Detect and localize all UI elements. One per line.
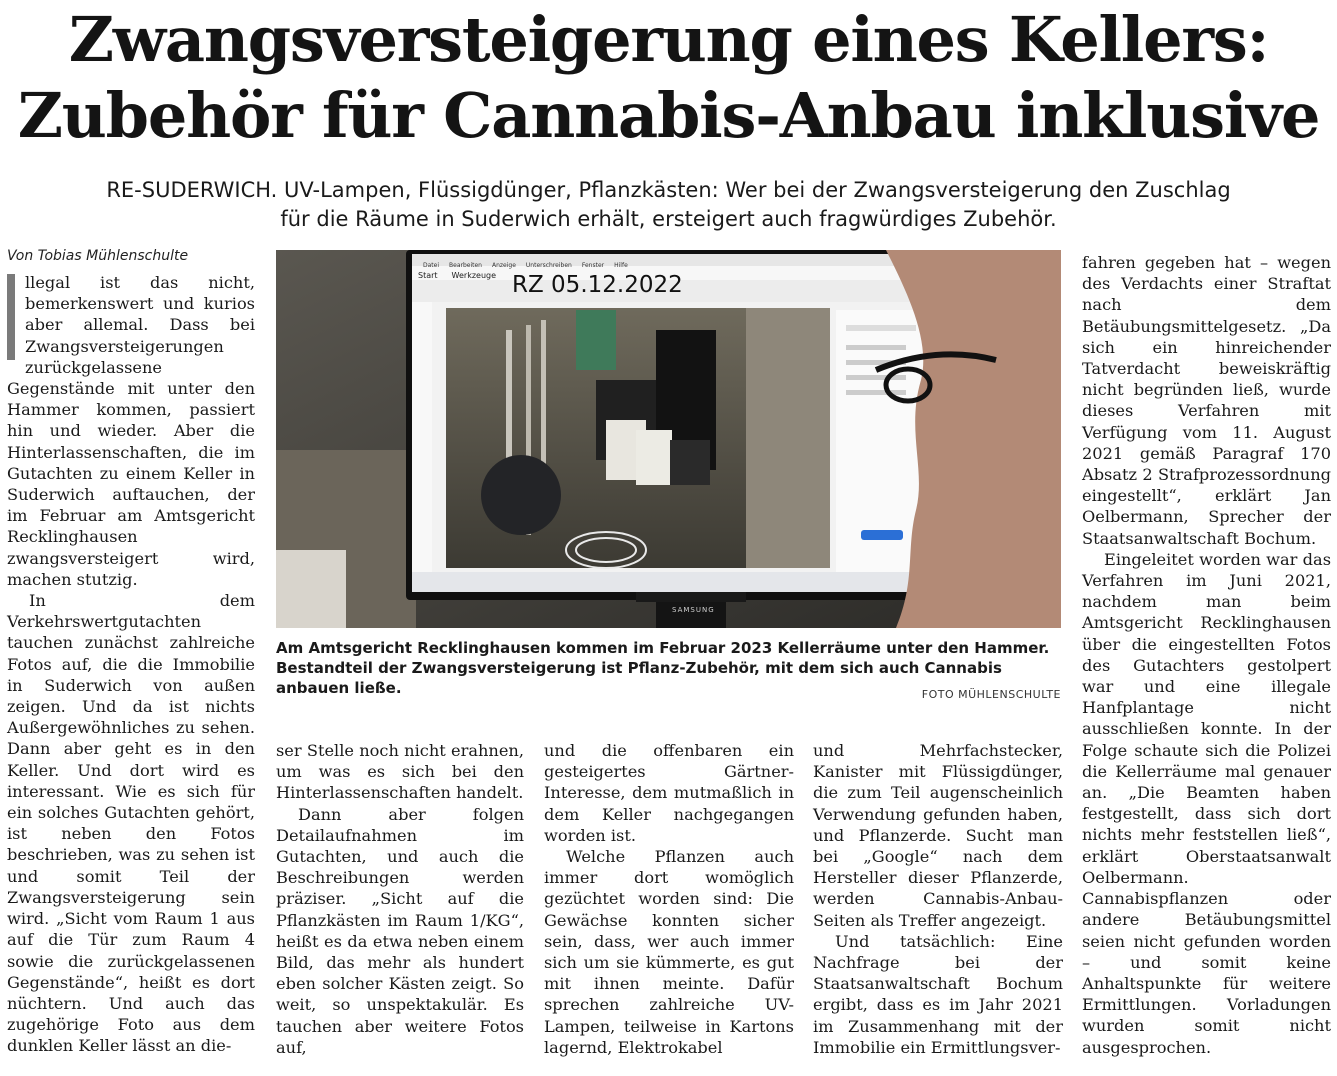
photo-caption: Am Amtsgericht Recklinghausen kommen im Februar 2023 Kellerräume unter den Hammer. Bestandteil der Zwangsversteigerung ist Pflanz-Zubehör, mit dem sich auch Cannabis anbauen ließe.	[276, 639, 1050, 697]
headline-line-1: Zwangsversteigerung eines Kellers:	[68, 3, 1269, 76]
photo-illustration	[276, 250, 1061, 628]
monitor-brand: SAMSUNG	[672, 606, 715, 614]
article-paragraph: Und tatsächlich: Eine Nachfrage bei der Staatsanwaltschaft Bochum ergibt, dass es im Jahr 2021 im Zusammenhang mit der Immobilie ein Ermittlungsver-	[813, 931, 1063, 1057]
article-paragraph: Welche Pflanzen auch immer dort womöglich gezüchtet worden sind: Die Gewächse konnten sicher sein, dass, wer auch immer sich um sie kümmerte, es gut mit ihnen meinte. Dafür sprechen zahlreiche UV-Lampen, teilweise in Kartons lagernd, Elektrokabel	[544, 847, 794, 1057]
article-column-1	[7, 272, 255, 1057]
article-photo	[276, 250, 1061, 628]
article-paragraph: llegal ist das nicht, bemerkenswert und kurios aber allemal. Dass bei Zwangsversteigerungen zurückgelassene Gegenstände mit unter den Hammer kommen, passiert hin und wieder. Aber die Hinterlassenschaften, die im Gutachten zu einem Keller in Suderwich auftauchen, der im Februar am Amtsgericht Recklinghausen zwangsversteigert wird, machen stutzig.	[7, 273, 255, 589]
article-paragraph: In dem Verkehrswertgutachten tauchen zunächst zahlreiche Fotos auf, die die Immobilie in Suderwich von außen zeigen. Und da ist nichts Außergewöhnliches zu sehen. Dann aber geht es in den Keller. Und dort wird es interessant. Wie es sich für ein solches Gutachten gehört, ist neben den Fotos beschrieben, was zu sehen ist und somit Teil der Zwangsversteigerung sein wird. „Sicht vom Raum 1 aus auf die Tür zum Raum 4 sowie die zurückgelassenen Gegenstände“, heißt es dort nüchtern. Und auch das zugehörige Foto aus dem dunklen Keller lässt an die-	[7, 591, 255, 1056]
drop-cap-bar	[7, 274, 15, 360]
article-paragraph: Dann aber folgen Detailaufnahmen im Gutachten, und auch die Beschreibungen werden präziser. „Sicht auf die Pflanzkästen im Raum 1/KG“, heißt es da etwa neben einem Bild, das mehr als hundert eben solcher Kästen zeigt. So weit, so unspektakulär. Es tauchen aber weitere Fotos auf,	[276, 804, 524, 1057]
article-paragraph: und Mehrfachstecker, Kanister mit Flüssigdünger, die zum Teil augenscheinlich Verwendung gefunden haben, und Pflanzerde. Sucht man bei „Google“ nach dem Hersteller dieser Pflanzerde, werden Cannabis-Anbau-Seiten als Treffer angezeigt.	[813, 741, 1063, 930]
subheadline-line-1: RE-SUDERWICH. UV-Lampen, Flüssigdünger, Pflanzkästen: Wer bei der Zwangsversteigerung den Zuschlag	[106, 178, 1231, 202]
headline	[0, 2, 1337, 154]
article-paragraph: Eingeleitet worden war das Verfahren im Juni 2021, nachdem man beim Amtsgericht Recklinghausen über die eingestellten Fotos des Gutachters gestolpert war und eine illegale Hanfplantage nicht ausschließen konnte. In der Folge schaute sich die Polizei die Kellerräume mal genauer an. „Die Beamten haben festgestellt, dass sich dort nichts mehr feststellen ließ“, erklärt Oberstaatsanwalt Oelbermann. Cannabispflanzen oder andere Betäubungsmittel seien nicht gefunden worden – und somit keine Anhaltspunkte für weitere Ermittlungen. Vorladungen wurden somit nicht ausgesprochen.	[1082, 549, 1331, 1057]
article-paragraph: fahren gegeben hat – wegen des Verdachts einer Straftat nach dem Betäubungsmittelgesetz. „Da sich ein hinreichender Tatverdacht beweiskräftig nicht begründen ließ, wurde dieses Verfahren mit Verfügung vom 11. August 2021 gemäß Paragraf 170 Absatz 2 Strafprozessordnung eingestellt“, erklärt Jan Oelbermann, Sprecher der Staatsanwaltschaft Bochum.	[1082, 253, 1331, 548]
photo-credit: FOTO MÜHLENSCHULTE	[921, 688, 1061, 701]
subheadline	[0, 176, 1337, 234]
subheadline-line-2: für die Räume in Suderwich erhält, ersteigert auch fragwürdiges Zubehör.	[280, 207, 1057, 231]
screen-tabs: Start Werkzeuge	[418, 271, 497, 280]
article-column-3	[544, 740, 794, 1058]
article-paragraph: und die offenbaren ein gesteigertes Gärtner-Interesse, dem mutmaßlich in dem Keller nachgegangen worden ist.	[544, 741, 794, 845]
screen-menubar: Datei Bearbeiten Anzeige Unterschreiben Fenster Hilfe	[423, 262, 628, 269]
article-column-4	[813, 740, 1063, 1058]
article-paragraph: ser Stelle noch nicht erahnen, um was es sich bei den Hinterlassenschaften handelt.	[276, 741, 524, 803]
article-column-2	[276, 740, 524, 1058]
article-column-5	[1082, 252, 1331, 1058]
byline: Von Tobias Mühlenschulte	[7, 248, 189, 264]
date-stamp: RZ 05.12.2022	[512, 272, 683, 298]
headline-line-2: Zubehör für Cannabis-Anbau inklusive	[17, 79, 1320, 152]
